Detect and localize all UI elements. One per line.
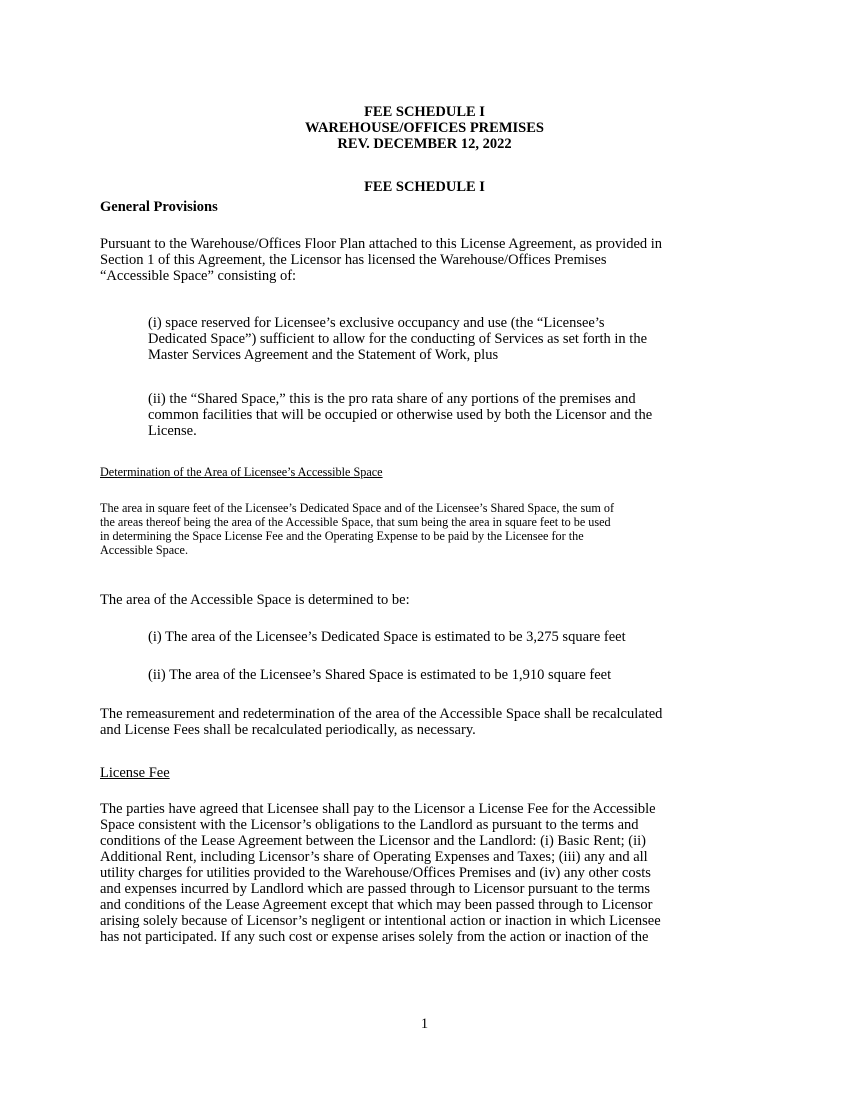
header-title: FEE SCHEDULE I xyxy=(364,104,485,120)
determination-heading: Determination of the Area of Licensee’s Accessible Space xyxy=(100,465,383,479)
intro-paragraph: Pursuant to the Warehouse/Offices Floor Plan attached to this License Agreement, as provided in Section 1 of this Agreement, the Licensor has licensed the Warehouse/Offices Premises “Accessible Space” consisting of: xyxy=(100,236,663,284)
area-dedicated-space: (i) The area of the Licensee’s Dedicated Space is estimated to be 3,275 square feet xyxy=(148,629,626,645)
general-provisions-heading: General Provisions xyxy=(100,199,218,215)
area-intro: The area of the Accessible Space is determined to be: xyxy=(100,592,410,608)
area-shared-space: (ii) The area of the Licensee’s Shared Space is estimated to be 1,910 square feet xyxy=(148,667,612,683)
header-premises: WAREHOUSE/OFFICES PREMISES xyxy=(305,120,544,136)
license-fee-heading: License Fee xyxy=(100,765,170,781)
determination-paragraph: The area in square feet of the Licensee’s Dedicated Space and of the Licensee’s Shared Space, the sum of the areas thereof being the area of the Accessible Space, that sum being the area in square feet to be used in determining the Space License Fee and the Operating Expense to be paid by the Licensee for the Accessible Space. xyxy=(100,501,615,557)
header-revision-date: REV. DECEMBER 12, 2022 xyxy=(337,136,512,152)
item-shared-space: (ii) the “Shared Space,” this is the pro rata share of any portions of the premises and common facilities that will be occupied or otherwise used by both the Licensor and the License. xyxy=(148,391,653,439)
item-dedicated-space: (i) space reserved for Licensee’s exclusive occupancy and use (the “Licensee’s Dedicated Space”) sufficient to allow for the conducting of Services as set forth in the Master Services Agreement and the Statement of Work, plus xyxy=(148,315,648,363)
remeasurement-paragraph: The remeasurement and redetermination of the area of the Accessible Space shall be recalculated and License Fees shall be recalculated periodically, as necessary. xyxy=(100,706,663,738)
license-fee-paragraph: The parties have agreed that Licensee shall pay to the Licensor a License Fee for the Accessible Space consistent with the Licensor’s obligations to the Landlord as pursuant to the terms and conditions of the Lease Agreement between the Licensor and the Landlord: (i) Basic Rent; (ii) Additional Rent, including Licensor’s share of Operating Expenses and Taxes; (iii) any and all utility charges for utilities provided to the Warehouse/Offices Premises and (iv) any other costs and expenses incurred by Landlord which are passed through to Licensor pursuant to the terms and conditions of the Lease Agreement except that which may been passed through to Licensor arising solely because of Licensor’s negligent or intentional action or inaction in which Licensee has not participated. If any such cost or expense arises solely from the action or inaction of the xyxy=(100,801,661,945)
page-number: 1 xyxy=(420,1016,429,1032)
document-header xyxy=(0,104,849,152)
schedule-subtitle: FEE SCHEDULE I xyxy=(364,179,485,195)
